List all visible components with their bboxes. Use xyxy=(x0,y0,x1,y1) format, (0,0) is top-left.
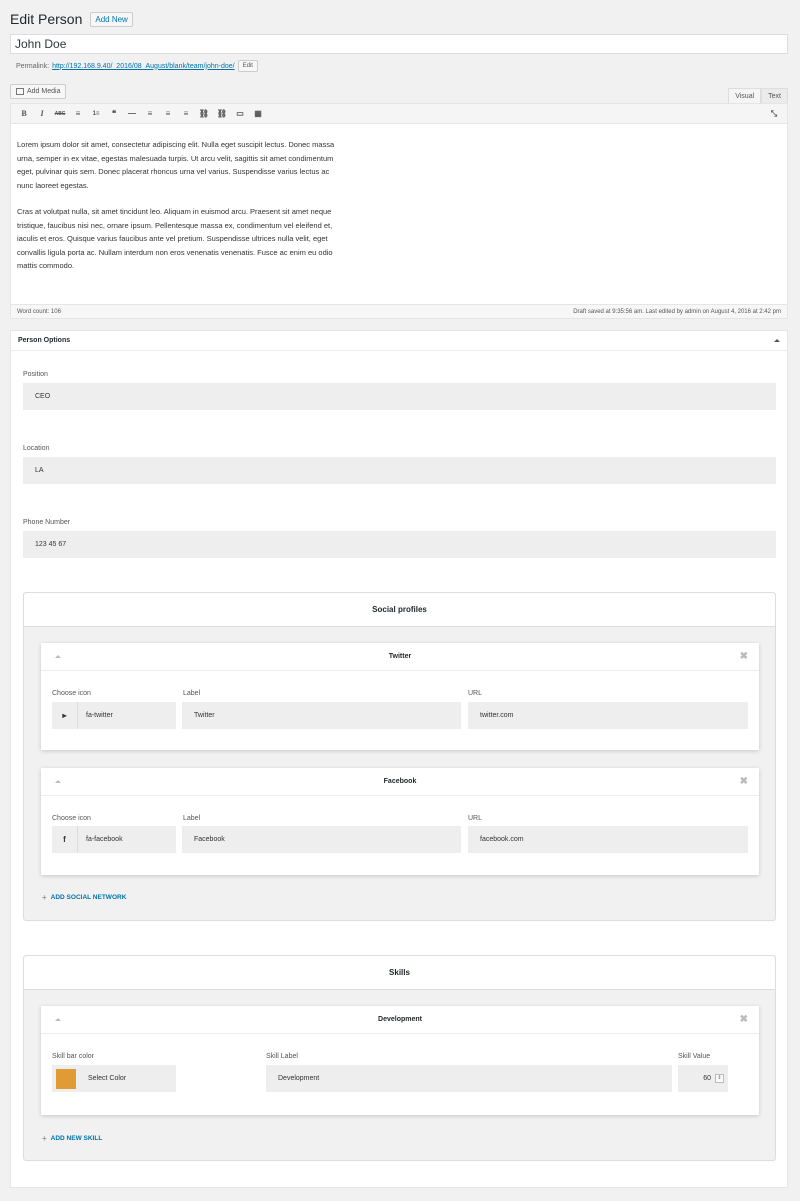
social-profiles-group xyxy=(23,592,776,921)
skill-value-label: Skill Value xyxy=(678,1053,711,1060)
toolbar-toggle-icon[interactable]: ▦ xyxy=(254,109,262,118)
label-input[interactable]: Twitter xyxy=(182,702,461,729)
collapse-arrow-icon[interactable] xyxy=(55,780,61,783)
social-item-twitter xyxy=(41,643,759,750)
editor-content[interactable] xyxy=(11,124,351,273)
social-profiles-title: Social profiles xyxy=(24,593,775,627)
post-title-input[interactable]: John Doe xyxy=(10,34,788,54)
collapse-arrow-icon[interactable] xyxy=(55,1018,61,1021)
close-icon[interactable]: ✖ xyxy=(739,651,748,662)
skill-color-label: Skill bar color xyxy=(52,1053,95,1060)
skill-label-input[interactable]: Development xyxy=(266,1065,672,1092)
skill-value-input[interactable] xyxy=(678,1065,728,1092)
url-label: URL xyxy=(468,690,483,697)
link-icon[interactable]: ⛓ xyxy=(198,109,210,118)
icon-name: fa-twitter xyxy=(86,712,113,719)
numbered-list-icon[interactable]: 1≡ xyxy=(92,110,100,117)
skills-group xyxy=(23,955,776,1161)
align-center-icon[interactable]: ≡ xyxy=(165,109,171,118)
permalink-row xyxy=(16,60,258,72)
skill-label-label: Skill Label xyxy=(266,1053,298,1060)
skill-value: 60 xyxy=(703,1075,711,1082)
horizontal-line-icon[interactable]: — xyxy=(128,109,136,118)
social-item-facebook xyxy=(41,768,759,875)
social-item-header[interactable] xyxy=(41,768,759,796)
editor-toolbar xyxy=(11,104,787,124)
url-input[interactable]: facebook.com xyxy=(468,826,748,853)
social-item-title: Facebook xyxy=(383,778,417,785)
page-header xyxy=(10,10,133,28)
icon-name: fa-facebook xyxy=(86,836,123,843)
person-options-header[interactable] xyxy=(11,331,787,351)
editor-tabs xyxy=(728,88,788,103)
person-options-title: Person Options xyxy=(18,337,71,344)
read-more-icon[interactable]: ▭ xyxy=(236,109,244,118)
skill-item-title: Development xyxy=(378,1016,422,1023)
social-item-header[interactable] xyxy=(41,643,759,671)
label-input[interactable]: Facebook xyxy=(182,826,461,853)
align-left-icon[interactable]: ≡ xyxy=(147,109,153,118)
skills-title: Skills xyxy=(24,956,775,990)
twitter-icon: ▸ xyxy=(52,702,78,729)
color-picker[interactable] xyxy=(52,1065,176,1092)
bulleted-list-icon[interactable]: ≡ xyxy=(75,109,81,118)
label-label: Label xyxy=(183,815,201,822)
italic-icon[interactable]: I xyxy=(40,109,44,118)
position-input[interactable]: CEO xyxy=(23,383,776,410)
location-input[interactable]: LA xyxy=(23,457,776,484)
content-editor xyxy=(10,103,788,319)
social-item-title: Twitter xyxy=(388,653,412,660)
blockquote-icon[interactable]: ❝ xyxy=(111,109,117,118)
add-new-button[interactable]: Add New xyxy=(90,12,132,27)
choose-icon-label: Choose icon xyxy=(52,690,91,697)
autosave-status: Draft saved at 9:35:56 am. Last edited by admin on August 4, 2016 at 2:42 pm xyxy=(573,308,781,315)
add-new-skill-label: ADD NEW SKILL xyxy=(50,1135,103,1142)
url-input[interactable]: twitter.com xyxy=(468,702,748,729)
permalink-label: Permalink: xyxy=(16,62,50,70)
tab-text[interactable]: Text xyxy=(761,88,788,103)
add-social-network-button[interactable] xyxy=(42,893,126,902)
permalink-link[interactable]: http://192.168.9.40/_2016/08_August/blank/team/john-doe/ xyxy=(52,62,235,70)
color-swatch[interactable] xyxy=(56,1069,76,1089)
tab-visual[interactable]: Visual xyxy=(728,88,761,103)
label-label: Label xyxy=(183,690,201,697)
strikethrough-icon[interactable]: ABC xyxy=(54,110,66,117)
collapse-arrow-icon[interactable] xyxy=(774,339,780,342)
add-media-label: Add Media xyxy=(27,88,61,95)
bold-icon[interactable]: B xyxy=(21,109,27,118)
align-right-icon[interactable]: ≡ xyxy=(183,109,189,118)
page-title: Edit Person xyxy=(10,11,83,27)
phone-input[interactable]: 123 45 67 xyxy=(23,531,776,558)
permalink-edit-button[interactable]: Edit xyxy=(238,60,258,72)
icon-picker[interactable] xyxy=(52,702,176,729)
editor-status-bar xyxy=(11,304,787,318)
person-options-box xyxy=(10,330,788,1188)
skill-item-header[interactable] xyxy=(41,1006,759,1034)
content-paragraph: Lorem ipsum dolor sit amet, consectetur adipiscing elit. Nulla eget suscipit lectus. Donec massa urna, semper in ex vitae, egestas malesuada turpis. Ut arcu velit, sagittis sit amet condimentum eget, pulvinar quis sem. Donec placerat rhoncus urna vel varius. Suspendisse varius lectus ac nunc laoreet egestas. xyxy=(17,140,335,190)
select-color-label: Select Color xyxy=(88,1075,127,1082)
facebook-icon: f xyxy=(52,826,78,853)
content-paragraph: Cras at volutpat nulla, sit amet tincidunt leo. Aliquam in euismod arcu. Praesent sit amet neque tristique, faucibus nisi nec, ornare ipsum. Pellentesque massa ex, condimentum vel eleifend et, iaculis et eros. Quisque varius faucibus ante vel pretium. Suspendisse ultrices nulla velit, eget convallis ligula porta ac. Nullam interdum non eros venenatis venenatis. Fusce ac enim eu odio mattis commodo. xyxy=(17,207,333,270)
location-label: Location xyxy=(23,445,50,452)
position-label: Position xyxy=(23,371,48,378)
skill-item xyxy=(41,1006,759,1115)
url-label: URL xyxy=(468,815,483,822)
plus-icon: + xyxy=(42,1134,47,1143)
close-icon[interactable]: ✖ xyxy=(739,776,748,787)
number-stepper-icon[interactable]: ⇕ xyxy=(715,1074,724,1083)
fullscreen-icon[interactable]: ⤡ xyxy=(770,109,778,118)
icon-picker[interactable] xyxy=(52,826,176,853)
media-icon xyxy=(16,88,24,95)
phone-label: Phone Number xyxy=(23,519,71,526)
close-icon[interactable]: ✖ xyxy=(739,1014,748,1025)
add-new-skill-button[interactable] xyxy=(42,1134,102,1143)
plus-icon: + xyxy=(42,893,47,902)
choose-icon-label: Choose icon xyxy=(52,815,91,822)
collapse-arrow-icon[interactable] xyxy=(55,655,61,658)
unlink-icon[interactable]: ⛓ xyxy=(216,109,228,118)
word-count: Word count: 106 xyxy=(17,308,61,315)
add-media-button[interactable] xyxy=(10,84,66,99)
add-social-network-label: ADD SOCIAL NETWORK xyxy=(50,894,127,901)
